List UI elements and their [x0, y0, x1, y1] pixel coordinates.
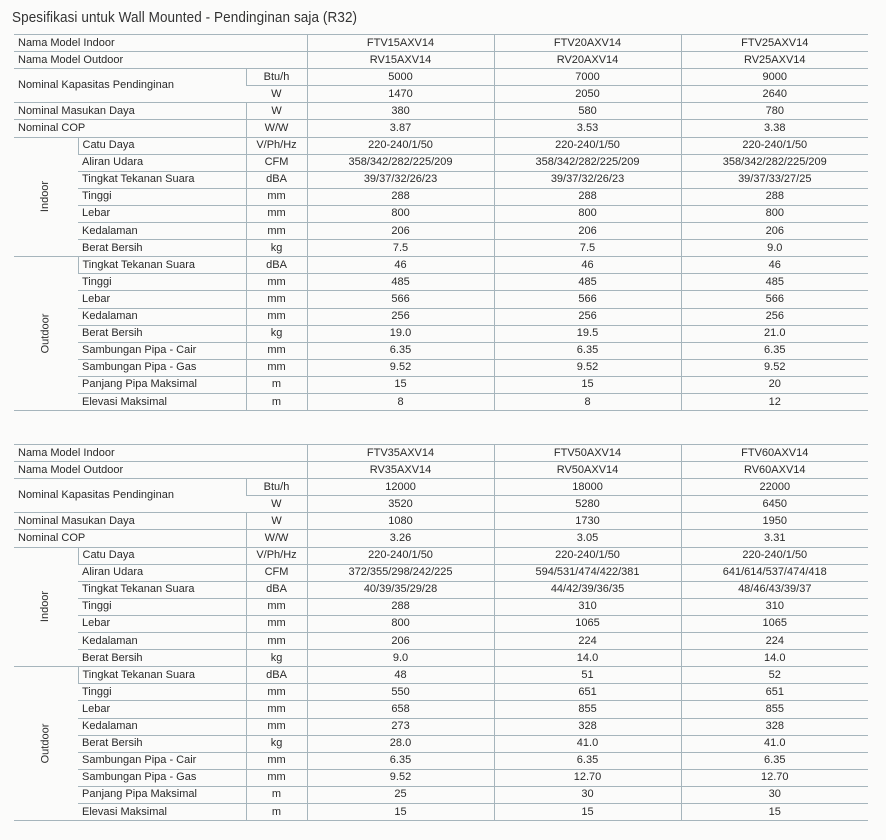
outdoor-berat-value: 28.0	[307, 735, 494, 752]
label-kedalaman: Kedalaman	[78, 308, 246, 325]
indoor-aliran_udara-value: 372/355/298/242/225	[307, 564, 494, 581]
row-indoor-kedalaman	[14, 633, 868, 650]
label-lebar: Lebar	[78, 205, 246, 222]
row-indoor-catu_daya	[14, 547, 868, 564]
indoor-catu_daya-value: 220-240/1/50	[494, 547, 681, 564]
unit-cell: W/W	[246, 120, 307, 137]
indoor-kedalaman-value: 206	[307, 223, 494, 240]
indoor-lebar-value: 1065	[494, 615, 681, 632]
section-indoor-label: Indoor	[39, 181, 52, 213]
label-tinggi: Tinggi	[78, 598, 246, 615]
model-outdoor-value: RV25AXV14	[681, 52, 868, 69]
outdoor-kedalaman-value: 273	[307, 718, 494, 735]
model-indoor-value: FTV35AXV14	[307, 445, 494, 462]
capacity-w-value: 3520	[307, 496, 494, 513]
indoor-tekanan_suara-value: 39/37/32/26/23	[307, 171, 494, 188]
label-capacity: Nominal Kapasitas Pendinginan	[14, 479, 246, 513]
outdoor-panjang_pipa-value: 30	[494, 786, 681, 803]
label-elevasi: Elevasi Maksimal	[78, 803, 246, 820]
label-tekanan_suara: Tingkat Tekanan Suara	[78, 171, 246, 188]
outdoor-pipa_cair-value: 6.35	[494, 342, 681, 359]
row-outdoor-tekanan_suara	[14, 257, 868, 274]
indoor-tinggi-value: 288	[307, 598, 494, 615]
outdoor-tinggi-value: 485	[307, 274, 494, 291]
unit-cell: CFM	[246, 564, 307, 581]
unit-cell: mm	[246, 684, 307, 701]
cop-value: 3.26	[307, 530, 494, 547]
row-indoor-catu_daya	[14, 137, 868, 154]
indoor-lebar-value: 800	[307, 205, 494, 222]
label-berat: Berat Bersih	[78, 650, 246, 667]
row-indoor-tinggi	[14, 188, 868, 205]
row-indoor-tekanan_suara	[14, 171, 868, 188]
row-outdoor-pipa_cair	[14, 342, 868, 359]
indoor-kedalaman-value: 206	[307, 633, 494, 650]
model-outdoor-value: RV35AXV14	[307, 462, 494, 479]
outdoor-tinggi-value: 651	[681, 684, 868, 701]
capacity-w-value: 1470	[307, 86, 494, 103]
indoor-tekanan_suara-value: 39/37/33/27/25	[681, 171, 868, 188]
outdoor-berat-value: 19.0	[307, 325, 494, 342]
indoor-tinggi-value: 288	[494, 188, 681, 205]
unit-cell: mm	[246, 769, 307, 786]
unit-cell: mm	[246, 701, 307, 718]
outdoor-tinggi-value: 651	[494, 684, 681, 701]
row-outdoor-panjang_pipa	[14, 786, 868, 803]
outdoor-tinggi-value: 485	[681, 274, 868, 291]
power-value: 780	[681, 103, 868, 120]
label-kedalaman: Kedalaman	[78, 633, 246, 650]
section-indoor-label: Indoor	[39, 591, 52, 623]
outdoor-kedalaman-value: 256	[681, 308, 868, 325]
power-value: 380	[307, 103, 494, 120]
unit-cell: W	[246, 103, 307, 120]
outdoor-pipa_cair-value: 6.35	[494, 752, 681, 769]
outdoor-panjang_pipa-value: 30	[681, 786, 868, 803]
label-lebar: Lebar	[78, 291, 246, 308]
label-tinggi: Tinggi	[78, 274, 246, 291]
outdoor-pipa_gas-value: 9.52	[494, 359, 681, 376]
indoor-berat-value: 14.0	[681, 650, 868, 667]
indoor-kedalaman-value: 224	[681, 633, 868, 650]
outdoor-tekanan_suara-value: 46	[494, 257, 681, 274]
model-outdoor-value: RV20AXV14	[494, 52, 681, 69]
label-tinggi: Tinggi	[78, 684, 246, 701]
indoor-berat-value: 7.5	[494, 240, 681, 257]
row-outdoor-lebar	[14, 701, 868, 718]
label-catu_daya: Catu Daya	[78, 137, 246, 154]
indoor-catu_daya-value: 220-240/1/50	[307, 547, 494, 564]
model-indoor-value: FTV20AXV14	[494, 35, 681, 52]
label-aliran_udara: Aliran Udara	[78, 564, 246, 581]
unit-cell: m	[246, 376, 307, 393]
row-indoor-berat	[14, 650, 868, 667]
unit-cell: W	[246, 496, 307, 513]
label-lebar: Lebar	[78, 615, 246, 632]
outdoor-panjang_pipa-value: 15	[494, 376, 681, 393]
indoor-catu_daya-value: 220-240/1/50	[681, 137, 868, 154]
row-model-indoor	[14, 445, 868, 462]
label-power-input: Nominal Masukan Daya	[14, 103, 246, 120]
row-indoor-kedalaman	[14, 223, 868, 240]
label-cop: Nominal COP	[14, 530, 246, 547]
unit-cell: mm	[246, 718, 307, 735]
outdoor-elevasi-value: 15	[681, 803, 868, 820]
row-capacity-btuh	[14, 69, 868, 86]
capacity-w-value: 2050	[494, 86, 681, 103]
unit-cell: dBA	[246, 667, 307, 684]
label-cop: Nominal COP	[14, 120, 246, 137]
row-outdoor-pipa_gas	[14, 359, 868, 376]
outdoor-lebar-value: 855	[494, 701, 681, 718]
row-outdoor-tinggi	[14, 274, 868, 291]
unit-cell: Btu/h	[246, 69, 307, 86]
indoor-tekanan_suara-value: 44/42/39/36/35	[494, 581, 681, 598]
outdoor-lebar-value: 566	[307, 291, 494, 308]
unit-cell: mm	[246, 598, 307, 615]
outdoor-pipa_gas-value: 9.52	[681, 359, 868, 376]
outdoor-pipa_gas-value: 12.70	[494, 769, 681, 786]
capacity-btuh-value: 22000	[681, 479, 868, 496]
indoor-kedalaman-value: 206	[494, 223, 681, 240]
indoor-aliran_udara-value: 641/614/537/474/418	[681, 564, 868, 581]
row-outdoor-kedalaman	[14, 308, 868, 325]
model-indoor-value: FTV60AXV14	[681, 445, 868, 462]
unit-cell: mm	[246, 359, 307, 376]
indoor-catu_daya-value: 220-240/1/50	[307, 137, 494, 154]
label-elevasi: Elevasi Maksimal	[78, 393, 246, 410]
outdoor-lebar-value: 855	[681, 701, 868, 718]
outdoor-tekanan_suara-value: 51	[494, 667, 681, 684]
indoor-aliran_udara-value: 358/342/282/225/209	[307, 154, 494, 171]
indoor-berat-value: 14.0	[494, 650, 681, 667]
label-model-outdoor: Nama Model Outdoor	[14, 52, 307, 69]
label-tekanan_suara: Tingkat Tekanan Suara	[78, 581, 246, 598]
label-pipa_cair: Sambungan Pipa - Cair	[78, 752, 246, 769]
outdoor-berat-value: 19.5	[494, 325, 681, 342]
unit-cell: kg	[246, 240, 307, 257]
unit-cell: V/Ph/Hz	[246, 547, 307, 564]
label-berat: Berat Bersih	[78, 735, 246, 752]
outdoor-pipa_gas-value: 12.70	[681, 769, 868, 786]
indoor-lebar-value: 800	[494, 205, 681, 222]
indoor-kedalaman-value: 224	[494, 633, 681, 650]
outdoor-lebar-value: 566	[494, 291, 681, 308]
section-indoor	[14, 137, 78, 257]
outdoor-berat-value: 41.0	[494, 735, 681, 752]
model-indoor-value: FTV50AXV14	[494, 445, 681, 462]
unit-cell: Btu/h	[246, 479, 307, 496]
unit-cell: dBA	[246, 257, 307, 274]
model-indoor-value: FTV15AXV14	[307, 35, 494, 52]
model-outdoor-value: RV60AXV14	[681, 462, 868, 479]
outdoor-pipa_gas-value: 9.52	[307, 769, 494, 786]
power-value: 1730	[494, 513, 681, 530]
row-capacity-btuh	[14, 479, 868, 496]
label-tinggi: Tinggi	[78, 188, 246, 205]
label-model-outdoor: Nama Model Outdoor	[14, 462, 307, 479]
outdoor-elevasi-value: 15	[307, 803, 494, 820]
page-title: Spesifikasi untuk Wall Mounted - Pendinginan saja (R32)	[12, 9, 358, 26]
indoor-tekanan_suara-value: 48/46/43/39/37	[681, 581, 868, 598]
capacity-btuh-value: 7000	[494, 69, 681, 86]
row-indoor-tekanan_suara	[14, 581, 868, 598]
outdoor-kedalaman-value: 328	[681, 718, 868, 735]
outdoor-kedalaman-value: 256	[307, 308, 494, 325]
row-outdoor-panjang_pipa	[14, 376, 868, 393]
outdoor-pipa_cair-value: 6.35	[307, 752, 494, 769]
outdoor-berat-value: 21.0	[681, 325, 868, 342]
unit-cell: mm	[246, 274, 307, 291]
label-berat: Berat Bersih	[78, 325, 246, 342]
row-outdoor-kedalaman	[14, 718, 868, 735]
row-outdoor-berat	[14, 325, 868, 342]
outdoor-tekanan_suara-value: 46	[681, 257, 868, 274]
row-power-input	[14, 513, 868, 530]
unit-cell: mm	[246, 205, 307, 222]
unit-cell: kg	[246, 650, 307, 667]
row-model-indoor	[14, 35, 868, 52]
indoor-aliran_udara-value: 358/342/282/225/209	[681, 154, 868, 171]
label-model-indoor: Nama Model Indoor	[14, 35, 307, 52]
outdoor-lebar-value: 566	[681, 291, 868, 308]
outdoor-tekanan_suara-value: 46	[307, 257, 494, 274]
indoor-tekanan_suara-value: 40/39/35/29/28	[307, 581, 494, 598]
outdoor-pipa_cair-value: 6.35	[307, 342, 494, 359]
cop-value: 3.05	[494, 530, 681, 547]
outdoor-tinggi-value: 550	[307, 684, 494, 701]
section-outdoor-label: Outdoor	[39, 723, 52, 764]
outdoor-kedalaman-value: 328	[494, 718, 681, 735]
row-model-outdoor	[14, 52, 868, 69]
row-outdoor-elevasi	[14, 393, 868, 410]
indoor-tinggi-value: 288	[307, 188, 494, 205]
unit-cell: mm	[246, 291, 307, 308]
unit-cell: mm	[246, 223, 307, 240]
outdoor-elevasi-value: 12	[681, 393, 868, 410]
model-outdoor-value: RV15AXV14	[307, 52, 494, 69]
section-outdoor-label: Outdoor	[39, 313, 52, 354]
label-berat: Berat Bersih	[78, 240, 246, 257]
unit-cell: dBA	[246, 581, 307, 598]
capacity-btuh-value: 18000	[494, 479, 681, 496]
label-model-indoor: Nama Model Indoor	[14, 445, 307, 462]
label-panjang_pipa: Panjang Pipa Maksimal	[78, 376, 246, 393]
power-value: 580	[494, 103, 681, 120]
unit-cell: V/Ph/Hz	[246, 137, 307, 154]
cop-value: 3.53	[494, 120, 681, 137]
indoor-tinggi-value: 310	[494, 598, 681, 615]
outdoor-pipa_cair-value: 6.35	[681, 342, 868, 359]
capacity-w-value: 6450	[681, 496, 868, 513]
outdoor-tekanan_suara-value: 52	[681, 667, 868, 684]
unit-cell: W	[246, 513, 307, 530]
indoor-berat-value: 9.0	[307, 650, 494, 667]
label-aliran_udara: Aliran Udara	[78, 154, 246, 171]
unit-cell: mm	[246, 752, 307, 769]
section-outdoor	[14, 667, 78, 821]
unit-cell: mm	[246, 308, 307, 325]
row-indoor-lebar	[14, 205, 868, 222]
row-outdoor-pipa_cair	[14, 752, 868, 769]
indoor-lebar-value: 800	[307, 615, 494, 632]
unit-cell: mm	[246, 633, 307, 650]
row-outdoor-elevasi	[14, 803, 868, 820]
row-power-input	[14, 103, 868, 120]
indoor-kedalaman-value: 206	[681, 223, 868, 240]
outdoor-elevasi-value: 8	[494, 393, 681, 410]
indoor-lebar-value: 1065	[681, 615, 868, 632]
row-outdoor-tinggi	[14, 684, 868, 701]
capacity-w-value: 2640	[681, 86, 868, 103]
model-indoor-value: FTV25AXV14	[681, 35, 868, 52]
indoor-catu_daya-value: 220-240/1/50	[494, 137, 681, 154]
label-power-input: Nominal Masukan Daya	[14, 513, 246, 530]
unit-cell: CFM	[246, 154, 307, 171]
row-outdoor-lebar	[14, 291, 868, 308]
row-cop	[14, 120, 868, 137]
indoor-tinggi-value: 310	[681, 598, 868, 615]
capacity-btuh-value: 12000	[307, 479, 494, 496]
label-tekanan_suara: Tingkat Tekanan Suara	[78, 667, 246, 684]
power-value: 1950	[681, 513, 868, 530]
label-pipa_cair: Sambungan Pipa - Cair	[78, 342, 246, 359]
label-capacity: Nominal Kapasitas Pendinginan	[14, 69, 246, 103]
outdoor-pipa_cair-value: 6.35	[681, 752, 868, 769]
section-indoor	[14, 547, 78, 667]
capacity-btuh-value: 9000	[681, 69, 868, 86]
outdoor-lebar-value: 658	[307, 701, 494, 718]
unit-cell: m	[246, 393, 307, 410]
row-indoor-tinggi	[14, 598, 868, 615]
indoor-berat-value: 9.0	[681, 240, 868, 257]
unit-cell: kg	[246, 735, 307, 752]
outdoor-kedalaman-value: 256	[494, 308, 681, 325]
outdoor-pipa_gas-value: 9.52	[307, 359, 494, 376]
label-tekanan_suara: Tingkat Tekanan Suara	[78, 257, 246, 274]
outdoor-elevasi-value: 15	[494, 803, 681, 820]
unit-cell: kg	[246, 325, 307, 342]
indoor-catu_daya-value: 220-240/1/50	[681, 547, 868, 564]
row-outdoor-pipa_gas	[14, 769, 868, 786]
row-outdoor-berat	[14, 735, 868, 752]
unit-cell: m	[246, 803, 307, 820]
indoor-aliran_udara-value: 358/342/282/225/209	[494, 154, 681, 171]
capacity-w-value: 5280	[494, 496, 681, 513]
indoor-aliran_udara-value: 594/531/474/422/381	[494, 564, 681, 581]
label-panjang_pipa: Panjang Pipa Maksimal	[78, 786, 246, 803]
unit-cell: W/W	[246, 530, 307, 547]
unit-cell: W	[246, 86, 307, 103]
unit-cell: dBA	[246, 171, 307, 188]
model-outdoor-value: RV50AXV14	[494, 462, 681, 479]
outdoor-elevasi-value: 8	[307, 393, 494, 410]
row-indoor-aliran_udara	[14, 154, 868, 171]
label-catu_daya: Catu Daya	[78, 547, 246, 564]
row-outdoor-tekanan_suara	[14, 667, 868, 684]
row-indoor-lebar	[14, 615, 868, 632]
label-lebar: Lebar	[78, 701, 246, 718]
section-outdoor	[14, 257, 78, 411]
spec-table-2	[14, 444, 868, 821]
cop-value: 3.31	[681, 530, 868, 547]
indoor-tekanan_suara-value: 39/37/32/26/23	[494, 171, 681, 188]
row-model-outdoor	[14, 462, 868, 479]
outdoor-tekanan_suara-value: 48	[307, 667, 494, 684]
cop-value: 3.87	[307, 120, 494, 137]
outdoor-panjang_pipa-value: 15	[307, 376, 494, 393]
row-indoor-aliran_udara	[14, 564, 868, 581]
outdoor-panjang_pipa-value: 20	[681, 376, 868, 393]
outdoor-berat-value: 41.0	[681, 735, 868, 752]
label-kedalaman: Kedalaman	[78, 223, 246, 240]
unit-cell: mm	[246, 188, 307, 205]
outdoor-tinggi-value: 485	[494, 274, 681, 291]
row-indoor-berat	[14, 240, 868, 257]
row-cop	[14, 530, 868, 547]
unit-cell: m	[246, 786, 307, 803]
label-pipa_gas: Sambungan Pipa - Gas	[78, 359, 246, 376]
capacity-btuh-value: 5000	[307, 69, 494, 86]
power-value: 1080	[307, 513, 494, 530]
indoor-lebar-value: 800	[681, 205, 868, 222]
spec-table-1	[14, 34, 868, 411]
indoor-tinggi-value: 288	[681, 188, 868, 205]
label-kedalaman: Kedalaman	[78, 718, 246, 735]
unit-cell: mm	[246, 615, 307, 632]
outdoor-panjang_pipa-value: 25	[307, 786, 494, 803]
label-pipa_gas: Sambungan Pipa - Gas	[78, 769, 246, 786]
unit-cell: mm	[246, 342, 307, 359]
cop-value: 3.38	[681, 120, 868, 137]
indoor-berat-value: 7.5	[307, 240, 494, 257]
